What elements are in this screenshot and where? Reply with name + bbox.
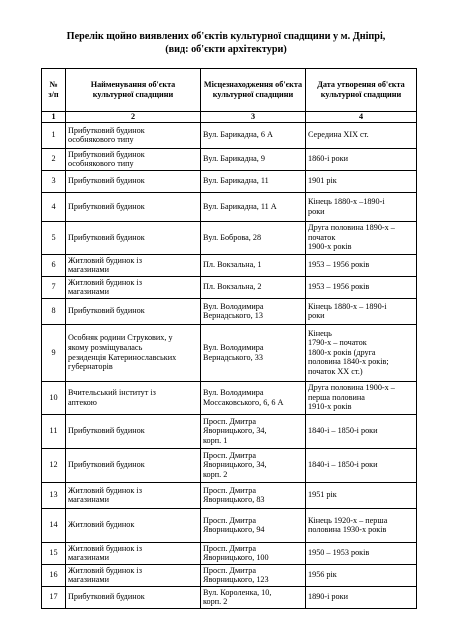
- object-date: Середина XIX ст.: [306, 122, 417, 148]
- title-line-2: (вид: об'єкти архітектури): [165, 43, 287, 55]
- object-date: 1951 рік: [306, 482, 417, 508]
- table-header-row: [42, 69, 417, 112]
- object-date: 1956 рік: [306, 564, 417, 586]
- object-address: Просп. Дмитра Яворницького, 34, корп. 1: [201, 414, 306, 448]
- row-number: 7: [42, 276, 66, 298]
- object-address: Вул. Барикадна, 9: [201, 148, 306, 170]
- object-address: Просп. Дмитра Яворницького, 94: [201, 508, 306, 542]
- object-date: Кінець 1880-х –1890-і роки: [306, 192, 417, 221]
- row-number: 10: [42, 381, 66, 414]
- object-name: Житловий будинок: [66, 508, 201, 542]
- table-row: [42, 482, 417, 508]
- object-date: 1901 рік: [306, 170, 417, 192]
- object-name: Прибутковий будинок: [66, 192, 201, 221]
- object-address: Пл. Вокзальна, 2: [201, 276, 306, 298]
- object-address: Вул. Барикадна, 11: [201, 170, 306, 192]
- row-number: 1: [42, 122, 66, 148]
- object-date: Друга половина 1900-х – перша половина 1910-х років: [306, 381, 417, 414]
- object-name: Прибутковий будинок: [66, 448, 201, 482]
- row-number: 4: [42, 192, 66, 221]
- object-name: Прибутковий будинок особнякового типу: [66, 122, 201, 148]
- object-address: Вул. Володимира Вернадського, 13: [201, 298, 306, 324]
- object-name: Житловий будинок із магазинами: [66, 564, 201, 586]
- row-number: 13: [42, 482, 66, 508]
- row-number: 5: [42, 221, 66, 254]
- object-date: Друга половина 1890-х – початок 1900-х років: [306, 221, 417, 254]
- row-number: 9: [42, 324, 66, 381]
- document-title: [0, 31, 452, 56]
- title-line-1: Перелік щойно виявлених об'єктів культурної спадщини у м. Дніпрі,: [66, 31, 386, 42]
- object-address: Просп. Дмитра Яворницького, 83: [201, 482, 306, 508]
- table-row: [42, 508, 417, 542]
- object-date: 1840-і – 1850-і роки: [306, 414, 417, 448]
- object-address: Просп. Дмитра Яворницького, 34, корп. 2: [201, 448, 306, 482]
- object-address: Вул. Володимира Моссаковського, 6, 6 А: [201, 381, 306, 414]
- table-row: [42, 148, 417, 170]
- object-date: Кінець 1880-х – 1890-і роки: [306, 298, 417, 324]
- object-date: 1890-і роки: [306, 586, 417, 608]
- column-number-row: [42, 112, 417, 123]
- object-address: Вул. Володимира Вернадського, 33: [201, 324, 306, 381]
- heritage-objects-table: [41, 68, 417, 609]
- object-date: 1950 – 1953 років: [306, 542, 417, 564]
- object-name: Житловий будинок із магазинами: [66, 254, 201, 276]
- row-number: 12: [42, 448, 66, 482]
- header-address: Місцезнаходження об'єкта культурної спадщини: [201, 69, 306, 112]
- object-date: Кінець 1920-х – перша половина 1930-х років: [306, 508, 417, 542]
- row-number: 11: [42, 414, 66, 448]
- table-row: [42, 298, 417, 324]
- table-row: [42, 414, 417, 448]
- row-number: 8: [42, 298, 66, 324]
- object-name: Прибутковий будинок: [66, 298, 201, 324]
- object-address: Пл. Вокзальна, 1: [201, 254, 306, 276]
- row-number: 3: [42, 170, 66, 192]
- object-address: Вул. Короленка, 10, корп. 2: [201, 586, 306, 608]
- object-address: Вул. Боброва, 28: [201, 221, 306, 254]
- object-address: Просп. Дмитра Яворницького, 123: [201, 564, 306, 586]
- table-row: [42, 542, 417, 564]
- table-row: [42, 324, 417, 381]
- table-row: [42, 564, 417, 586]
- object-address: Вул. Барикадна, 11 А: [201, 192, 306, 221]
- table-row: [42, 221, 417, 254]
- row-number: 17: [42, 586, 66, 608]
- column-number: 3: [201, 112, 306, 123]
- row-number: 16: [42, 564, 66, 586]
- object-date: 1840-і – 1850-і роки: [306, 448, 417, 482]
- object-address: Просп. Дмитра Яворницького, 100: [201, 542, 306, 564]
- object-name: Житловий будинок із магазинами: [66, 276, 201, 298]
- table-row: [42, 381, 417, 414]
- header-number: № з/п: [42, 69, 66, 112]
- object-name: Прибутковий будинок: [66, 170, 201, 192]
- object-name: Прибутковий будинок: [66, 586, 201, 608]
- column-number: 1: [42, 112, 66, 123]
- row-number: 14: [42, 508, 66, 542]
- row-number: 6: [42, 254, 66, 276]
- object-date: 1860-і роки: [306, 148, 417, 170]
- object-name: Прибутковий будинок особнякового типу: [66, 148, 201, 170]
- object-name: Житловий будинок із магазинами: [66, 542, 201, 564]
- object-name: Вчительський інститут із аптекою: [66, 381, 201, 414]
- table-row: [42, 586, 417, 608]
- column-number: 2: [66, 112, 201, 123]
- object-date: Кінець 1790-х – початок 1800-х років (друга половина 1840-х років; початок XX ст.): [306, 324, 417, 381]
- object-name: Житловий будинок із магазинами: [66, 482, 201, 508]
- table-row: [42, 254, 417, 276]
- column-number: 4: [306, 112, 417, 123]
- object-date: 1953 – 1956 років: [306, 254, 417, 276]
- object-address: Вул. Барикадна, 6 А: [201, 122, 306, 148]
- row-number: 2: [42, 148, 66, 170]
- table-row: [42, 170, 417, 192]
- object-date: 1953 – 1956 років: [306, 276, 417, 298]
- header-date: Дата утворення об'єкта культурної спадщини: [306, 69, 417, 112]
- object-name: Прибутковий будинок: [66, 221, 201, 254]
- table-row: [42, 122, 417, 148]
- row-number: 15: [42, 542, 66, 564]
- object-name: Прибутковий будинок: [66, 414, 201, 448]
- header-name: Найменування об'єкта культурної спадщини: [66, 69, 201, 112]
- table-row: [42, 192, 417, 221]
- table-row: [42, 448, 417, 482]
- table-row: [42, 276, 417, 298]
- object-name: Особняк родини Струкових, у якому розміщувалась резиденція Катеринославських губернаторів: [66, 324, 201, 381]
